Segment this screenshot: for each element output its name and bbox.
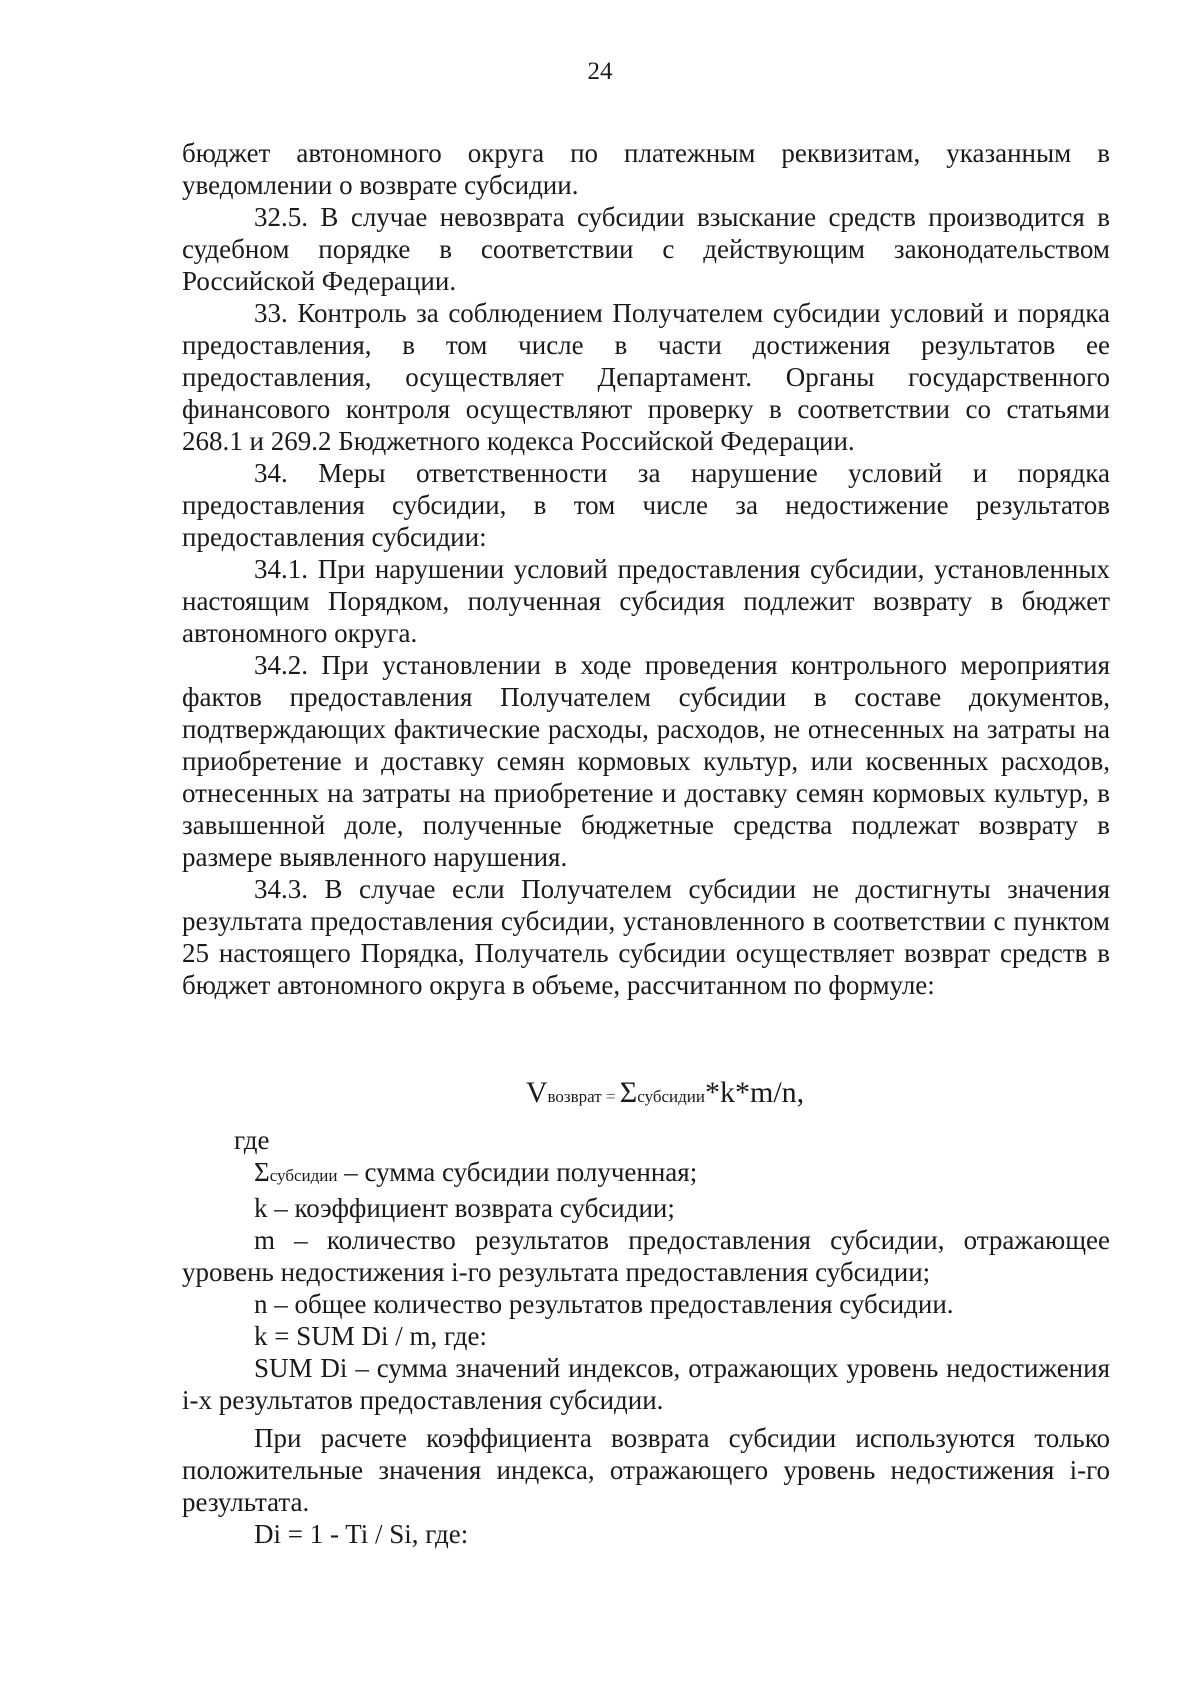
paragraph-34-2: 34.2. При установлении в ходе проведения контрольного мероприятия фактов предоставления Получателем субсидии в составе документов, подтверждающих фактические расходы, расходов, не отнесенных на затраты на приобретение и доставку семян кормовых культур, или косвенных расходов, отнесенных на затраты на приобретение и доставку семян кормовых культур, в завышенной доле, полученные бюджетные средства подлежат возврату в размере выявленного нарушения. xyxy=(182,650,1110,872)
note-positive-values: При расчете коэффициента возврата субсидии используются только положительные значения индекса, отражающего уровень недостижения i-го результата. xyxy=(182,1423,1110,1517)
formula-v: V xyxy=(525,1076,548,1109)
paragraph-34-3: 34.3. В случае если Получателем субсидии не достигнуты значения результата предоставления субсидии, установленного в соответствии с пунктом 25 настоящего Порядка, Получатель субсидии осуществляет возврат средств в бюджет автономного округа в объеме, рассчитанном по формуле: xyxy=(182,874,1110,1000)
definition-sum-di: SUM Di – сумма значений индексов, отражающих уровень недостижения i-х результатов предоставления субсидии. xyxy=(182,1353,1110,1415)
formula-v-subscript: возврат xyxy=(547,1087,602,1106)
di-formula: Di = 1 - Ti / Si, где: xyxy=(254,1519,469,1549)
formula-equals: = xyxy=(601,1087,620,1106)
paragraph-continuation: бюджет автономного округа по платежным реквизитам, указанным в уведомлении о возврате субсидии. xyxy=(182,138,1110,200)
definition-sigma-text: – сумма субсидии полученная; xyxy=(337,1157,698,1187)
definition-sigma-symbol: Σ xyxy=(254,1157,270,1187)
definition-m: m – количество результатов предоставления субсидии, отражающее уровень недостижения i-го результата предоставления субсидии; xyxy=(182,1225,1110,1287)
definition-sigma xyxy=(182,1156,1110,1192)
k-formula: k = SUM Di / m, где: xyxy=(254,1321,487,1351)
formula-sigma: Σ xyxy=(619,1076,638,1109)
definitions xyxy=(182,1124,1110,1550)
page-number: 24 xyxy=(587,58,613,85)
body-text xyxy=(182,137,1110,1001)
return-formula xyxy=(0,1076,1200,1110)
formula-sigma-subscript: субсидии xyxy=(637,1087,705,1106)
paragraph-33: 33. Контроль за соблюдением Получателем субсидии условий и порядка предоставления, в том числе в части достижения результатов ее предоставления, осуществляет Департамент. Органы государственного финансового контроля осуществляют проверку в соответствии со статьями 268.1 и 269.2 Бюджетного кодекса Российской Федерации. xyxy=(182,298,1110,456)
paragraph-34-1: 34.1. При нарушении условий предоставления субсидии, установленных настоящим Порядком, полученная субсидия подлежит возврату в бюджет автономного округа. xyxy=(182,554,1110,648)
paragraph-34: 34. Меры ответственности за нарушение условий и порядка предоставления субсидии, в том числе за недостижение результатов предоставления субсидии: xyxy=(182,458,1110,552)
definition-n: n – общее количество результатов предоставления субсидии. xyxy=(254,1289,954,1319)
definition-sigma-subscript: субсидии xyxy=(269,1166,338,1185)
where-label: где xyxy=(234,1125,270,1155)
formula-rest: *k*m/n, xyxy=(704,1076,805,1109)
definition-k: k – коэффициент возврата субсидии; xyxy=(254,1193,675,1223)
paragraph-32-5: 32.5. В случае невозврата субсидии взыскание средств производится в судебном порядке в соответствии с действующим законодательством Российской Федерации. xyxy=(182,202,1110,296)
